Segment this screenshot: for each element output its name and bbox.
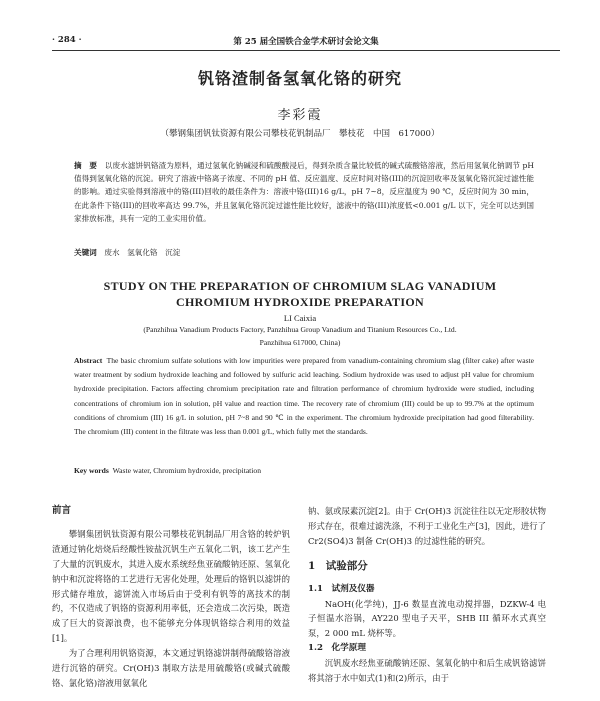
abstract-cn-label: 摘 要 xyxy=(74,161,98,170)
affiliation-en-line1: (Panzhihua Vanadium Products Factory, Panzhihua Group Vanadium and Titanium Resources Co., Ltd. xyxy=(143,325,457,334)
affiliation-en xyxy=(0,324,600,349)
abstract-en-text: The basic chromium sulfate solutions with low impurities were prepared from vanadium-containing chromium slag (filter cake) after waste water treatment by sodium hydroxide leaching and followed by sulfuric acid leaching. Sodium hydroxide was used to adjust pH value for chromium hydroxide precipitation. Factors affecting chromium precipitation rate and filtration performance of chromium hydroxide were studied, including concentrations of chromium ion in solution, pH value and reaction time. The recovery rate of chromium (III) could be up to 99.7% at the optimum conditions of chromium (III) 16 g/L in solution, pH 7~8 and 90 ℃ in the experiment. The chromium hydroxide precipitation had good filterability. The chromium (III) content in the filtrate was less than 0.001 g/L, which fully met the standards. xyxy=(74,356,535,437)
section-1-heading: 1 试验部分 xyxy=(308,559,368,572)
author-cn: 李彩霞 xyxy=(277,108,323,123)
body-right-column xyxy=(308,504,546,686)
section-1-1-heading: 1.1 试剂及仪器 xyxy=(308,583,375,594)
preface-paragraph-2: 为了合理利用钒铬资源，本文通过钒铬滤饼制得硫酸铬溶液进行沉铬的研究。Cr(OH)3 制取方法是用硫酸铬(或碱式硫酸铬、氯化铬)溶液用氨氧化 xyxy=(52,648,290,688)
keywords-en xyxy=(74,466,534,475)
title-en-line1: STUDY ON THE PREPARATION OF CHROMIUM SLAG VANADIUM xyxy=(103,279,497,293)
title-en xyxy=(0,278,600,310)
right-paragraph-1: 钠、氨或尿素沉淀[2]。由于 Cr(OH)3 沉淀往往以无定形胶状物形式存在，很难过滤洗涤，不利于工业化生产[3]，因此，进行了 Cr2(SO4)3 制备 Cr(OH)3 的过滤性能的研究。 xyxy=(308,506,546,546)
journal-title: 第 25 届全国铁合金学术研讨会论文集 xyxy=(233,37,379,47)
page-number: · 284 · xyxy=(52,35,82,45)
section-1-2-heading: 1.2 化学原理 xyxy=(308,643,366,654)
running-header xyxy=(52,35,560,49)
section-1-1-paragraph: NaOH(化学纯)，JJ-6 数显直流电动搅拌器，DZKW-4 电子恒温水浴锅，AY220 型电子天平，SHB III 循环水式真空泵，2 000 mL 烧杯等。 xyxy=(308,598,546,639)
abstract-en-label: Abstract xyxy=(74,356,103,365)
section-1-2-paragraph: 沉钒废水经焦亚硫酸钠还原、氢氧化钠中和后生成钒铬滤饼将其溶于水中如式(1)和(2)所示，由于 xyxy=(308,658,546,684)
header-rule xyxy=(52,50,560,51)
abstract-cn xyxy=(74,159,534,225)
preface-paragraph-1: 攀钢集团钒钛资源有限公司攀枝花钒制品厂用含铬的转炉钒渣通过钠化焙烧后经酸性铵盐沉钒生产五氧化二钒，该工艺产生了大量的沉钒废水，其进入废水系统经焦亚硫酸钠还原、氢氧化钠中和沉淀将铬的工艺进行无害化处理，处理后的铬钒以滤饼的形式储存堆放，滤饼流入市场后由于受利有钒等的离技术的制约，不仅造成了钒铬的资源利用率低，还会造成二次污染，既造成了巨大的资源浪费，也不能够充分体现钒铬综合利用的效益[1]。 xyxy=(52,528,290,644)
author-en: LI Caixia xyxy=(283,313,317,323)
keywords-cn-label: 关键词 xyxy=(74,248,97,257)
body-left-column xyxy=(52,504,290,691)
preface-heading: 前言 xyxy=(52,505,72,516)
title-cn: 钒铬渣制备氢氧化铬的研究 xyxy=(197,69,402,88)
keywords-cn xyxy=(74,247,534,258)
affiliation-en-line2: Panzhihua 617000, China) xyxy=(259,337,341,347)
abstract-en xyxy=(74,354,534,439)
title-en-line2: CHROMIUM HYDROXIDE PREPARATION xyxy=(176,295,424,309)
keywords-cn-text: 废水 氢氧化铬 沉淀 xyxy=(104,248,181,257)
affiliation-cn: （攀钢集团钒钛资源有限公司攀枝花钒制品厂 攀枝花 中国 617000） xyxy=(160,129,440,139)
abstract-cn-text: 以废水滤饼钒铬渣为原料，通过氢氧化钠碱浸和硫酸酸浸后，得到杂质含量比较低的碱式硫酸铬溶液，然后用氢氧化钠调节 pH 值得到氢氧化铬的沉淀。研究了溶液中铬离子浓度、不同的 pH 值、反应温度、反应时间对铬(III)的沉淀回收率及氢氧化铬沉淀过滤性能的影响。通过实验得到溶液中的铬(III)回收的最佳条件为：溶液中铬(III)16 g/L，pH 7~8，反应温度为 90 ℃，反应时间为 30 min，在此条件下铬(III)的回收率高达 99.7%，并且氢氧化铬沉淀过滤性能比较好，滤液中的铬(III)浓度低<0.001 g/L 以下，完全可以达到国家排放标准，具有一定的工业实用价值。 xyxy=(74,161,535,223)
keywords-en-text: Waste water, Chromium hydroxide, precipitation xyxy=(112,466,261,475)
keywords-en-label: Key words xyxy=(74,466,109,475)
